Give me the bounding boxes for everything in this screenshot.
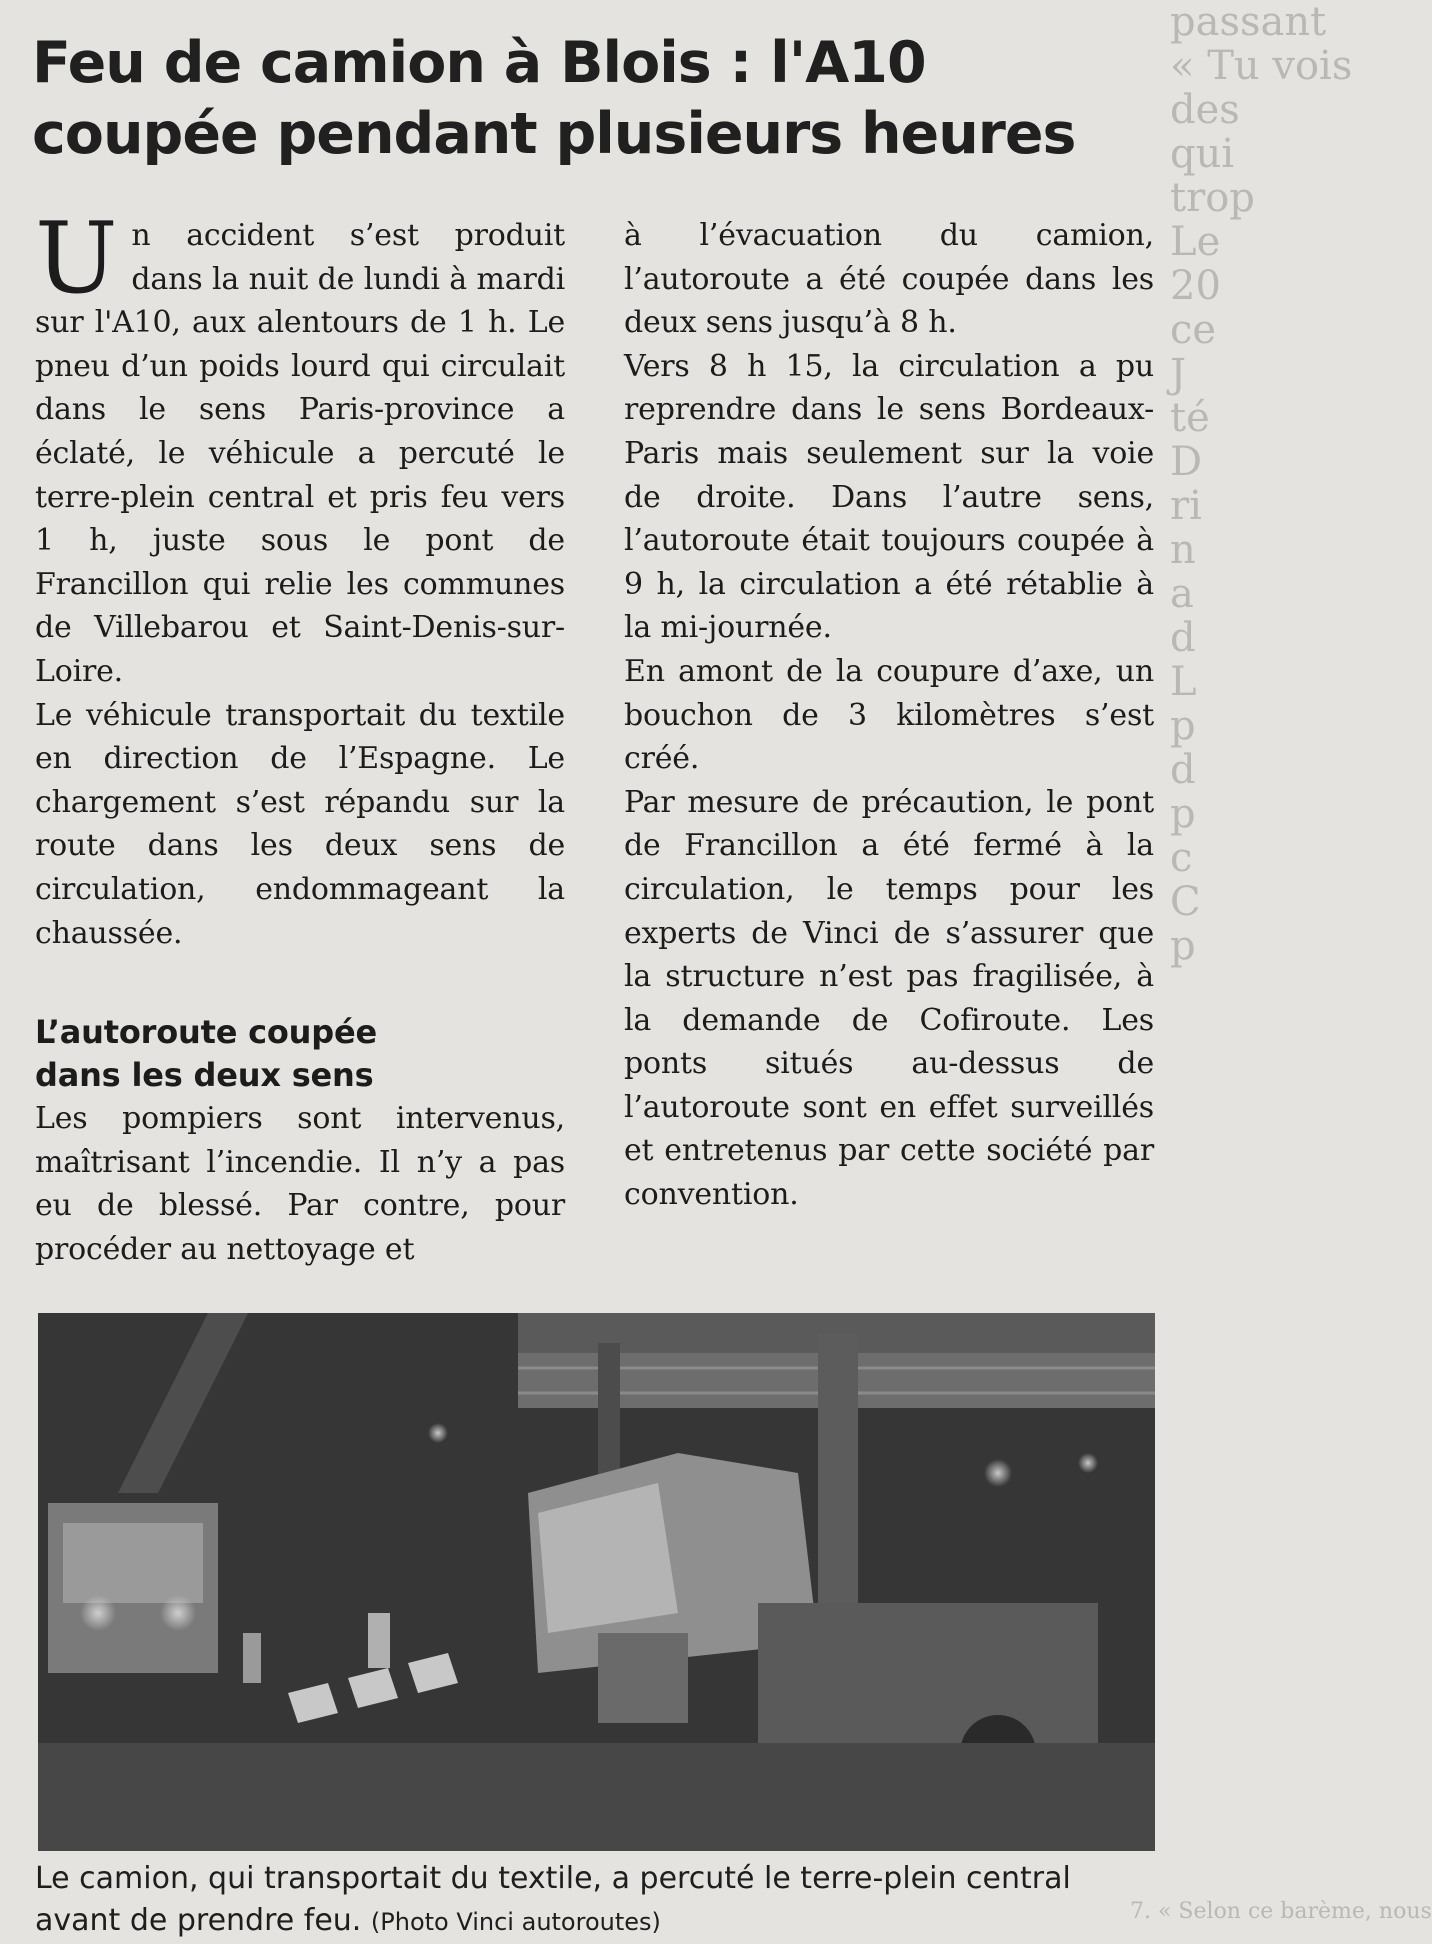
bleed-line: 20	[1170, 263, 1221, 309]
bleed-line: trop	[1170, 175, 1255, 221]
truck-fire-photo	[38, 1313, 1155, 1851]
article-paragraph: En amont de la coupure d’axe, un bouchon de 3 kilomètres s’est créé.	[624, 653, 1154, 777]
article-paragraph: à l’évacuation du camion, l’autoroute a été coupée dans les deux sens jusqu’à 8 h.	[624, 218, 1154, 341]
bleed-line: D	[1170, 439, 1203, 485]
bleed-line: C	[1170, 879, 1201, 925]
drop-cap: U	[35, 202, 118, 316]
subheading-line: L’autoroute coupée	[35, 1013, 377, 1052]
bleed-line: n	[1170, 527, 1196, 573]
bleed-line: passant	[1170, 0, 1327, 45]
bleed-line: ri	[1170, 483, 1202, 529]
bleed-line: « Tu vois	[1170, 43, 1353, 89]
bleed-line: ce	[1170, 307, 1217, 353]
caption-text: Le camion, qui transportait du textile, a percuté le terre-plein central avant de prendre feu.	[35, 1861, 1071, 1938]
photo-illustration	[38, 1313, 1155, 1851]
article-paragraph: Vers 8 h 15, la circulation a pu reprendre dans le sens Bordeaux-Paris mais seulement sur la voie de droite. Dans l’autre sens, l’autoroute était toujours coupée à 9 h, la circulation a été rétablie à la mi-journée.	[624, 348, 1154, 646]
bleed-line: p	[1170, 703, 1196, 749]
subheading-line: dans les deux sens	[35, 1056, 374, 1095]
article-headline	[32, 28, 1172, 170]
bleed-line: L	[1170, 659, 1197, 705]
bleed-line: c	[1170, 835, 1193, 881]
paragraph-text: n accident s’est produit dans la nuit de lundi à mardi sur l'A10, aux alentours de 1 h. Le pneu d’un poids lourd qui circulait dans le sens Paris-province a éclaté, le véhicule a percuté le terre-plein central et pris feu vers 1 h, juste sous le pont de Francillon qui relie les communes de Villebarou et Saint-Denis-sur-Loire.	[35, 218, 565, 689]
article-paragraph: Par mesure de précaution, le pont de Francillon a été fermé à la circulation, le temps pour les experts de Vinci de s’assurer que la structure n’est pas fragilisée, à la demande de Cofiroute. Les ponts situés au-dessus de l’autoroute sont en effet surveillés et entretenus par cette société par convention.	[624, 784, 1154, 1213]
bleed-line: des	[1170, 87, 1240, 133]
bleed-line: Le	[1170, 219, 1221, 265]
bleed-line: d	[1170, 747, 1196, 793]
headline-line: coupée pendant plusieurs heures	[32, 101, 1076, 167]
bleed-line: a	[1170, 571, 1194, 617]
bleed-line: J	[1170, 351, 1187, 397]
section-subheading	[35, 1011, 565, 1097]
article-column-left	[35, 202, 565, 1271]
article-paragraph	[35, 202, 565, 694]
bleed-line: p	[1170, 791, 1196, 837]
bleed-through-footer: 7. « Selon ce barème, nous	[1130, 1899, 1432, 1924]
bleed-line: d	[1170, 615, 1196, 661]
bleed-line: p	[1170, 923, 1196, 969]
bleed-line: té	[1170, 395, 1210, 441]
headline-line: Feu de camion à Blois : l'A10	[32, 30, 926, 96]
bleed-line: qui	[1170, 131, 1235, 177]
photo-caption	[35, 1858, 1165, 1943]
article-paragraph: Les pompiers sont intervenus, maîtrisant l’incendie. Il n’y a pas eu de blessé. Par contre, pour procéder au nettoyage et	[35, 1101, 565, 1267]
photo-credit: (Photo Vinci autoroutes)	[370, 1908, 661, 1936]
article-column-right	[624, 214, 1154, 1217]
article-paragraph: Le véhicule transportait du textile en direction de l’Espagne. Le chargement s’est répandu sur la route dans les deux sens de circulation, endommageant la chaussée.	[35, 697, 565, 951]
